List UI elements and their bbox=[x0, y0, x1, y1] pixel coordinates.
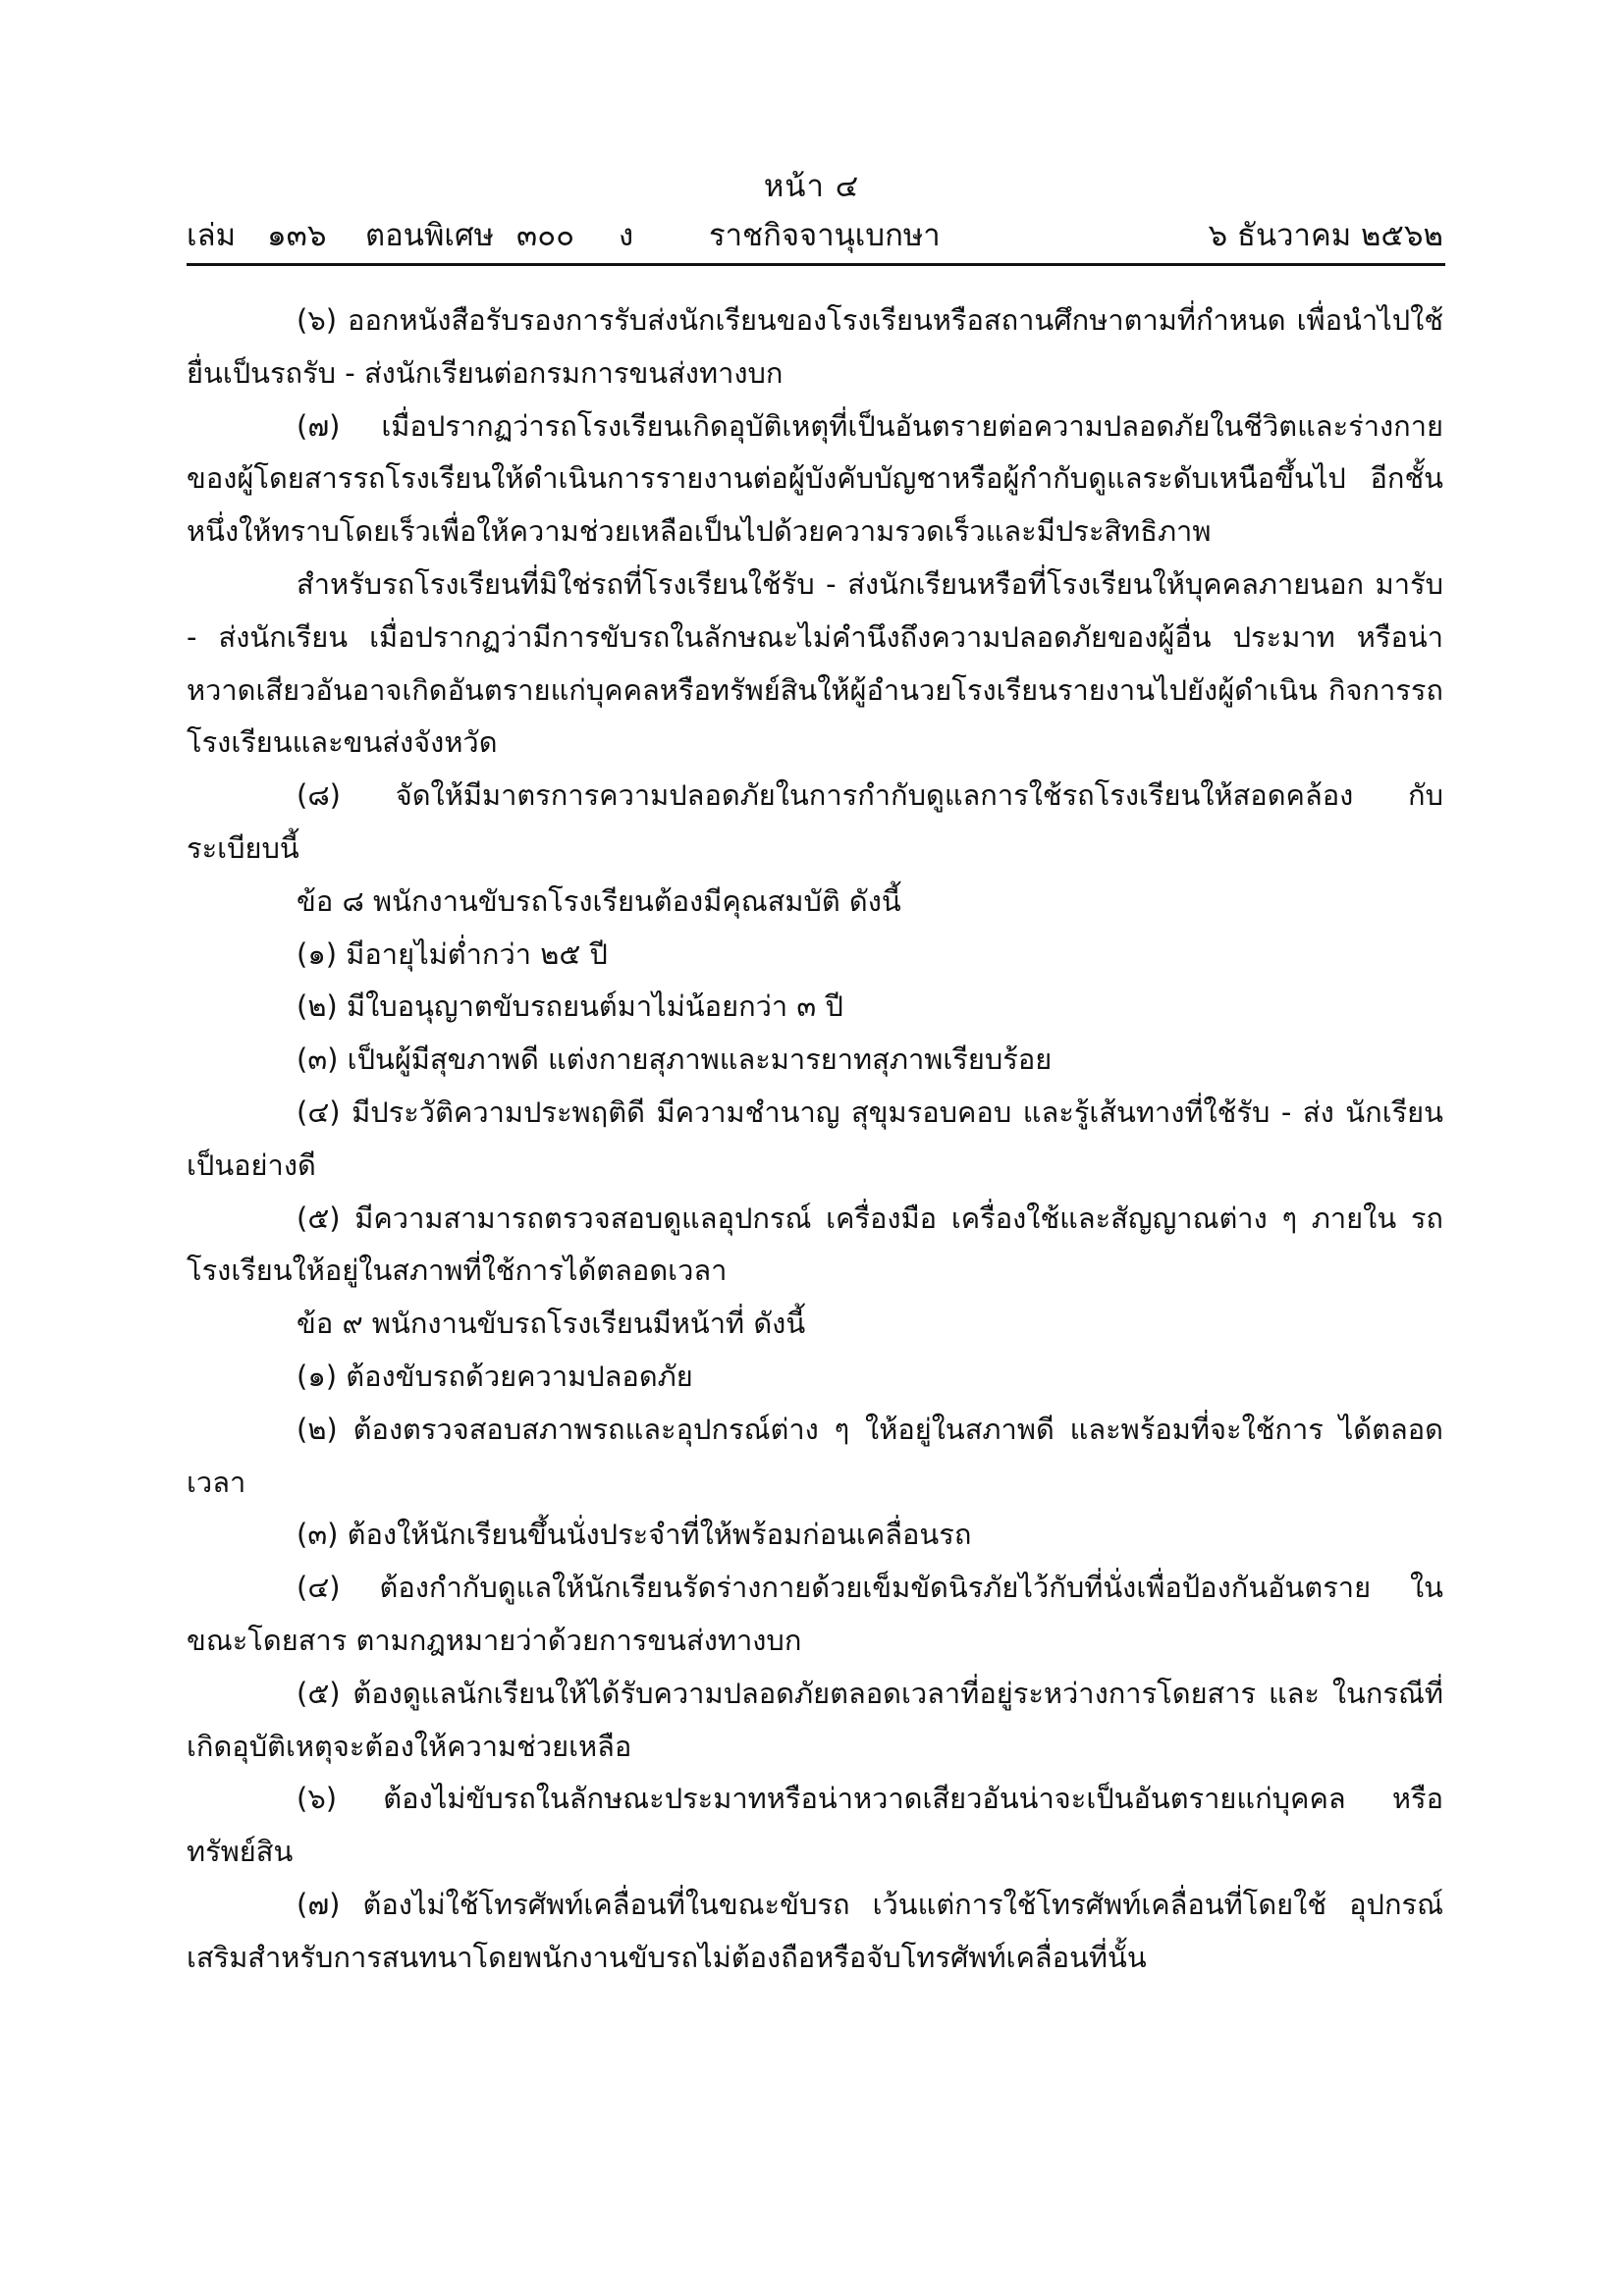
volume-number: ๑๓๖ bbox=[267, 218, 327, 253]
issue-label: ตอนพิเศษ bbox=[365, 218, 495, 253]
section-heading: ข้อ ๙ พนักงานขับรถโรงเรียนมีหน้าที่ ดังนี้ bbox=[297, 1307, 806, 1341]
paragraph: (๒) ต้องตรวจสอบสภาพรถและอุปกรณ์ต่าง ๆ ให้อยู่ในสภาพดี และพร้อมที่จะใช้การ ได้ตลอดเวลา bbox=[187, 1412, 1443, 1499]
paragraph: (๔) มีประวัติความประพฤติดี มีความชำนาญ สุขุมรอบคอบ และรู้เส้นทางที่ใช้รับ - ส่ง นักเรียนเป็นอย่างดี bbox=[187, 1095, 1443, 1182]
paragraph: (๗) เมื่อปรากฏว่ารถโรงเรียนเกิดอุบัติเหตุที่เป็นอันตรายต่อความปลอดภัยในชีวิตและร่างกาย ของผู้โดยสารรถโรงเรียนให้ดำเนินการรายงานต่อผู้บังคับบัญชาหรือผู้กำกับดูแลระดับเหนือขึ้นไป อีกชั้นหนึ่งให้ทราบโดยเร็วเพื่อให้ความช่วยเหลือเป็นไปด้วยความรวดเร็วและมีประสิทธิภาพ bbox=[187, 408, 1443, 549]
gazette-name: ราชกิจจานุเบกษา bbox=[709, 218, 941, 253]
volume-label: เล่ม bbox=[187, 218, 237, 253]
paragraph: (๕) มีความสามารถตรวจสอบดูแลอุปกรณ์ เครื่องมือ เครื่องใช้และสัญญาณต่าง ๆ ภายใน รถโรงเรียนให้อยู่ในสภาพที่ใช้การได้ตลอดเวลา bbox=[187, 1201, 1443, 1288]
paragraph: (๓) ต้องให้นักเรียนขึ้นนั่งประจำที่ให้พร้อมก่อนเคลื่อนรถ bbox=[297, 1518, 972, 1552]
paragraph: (๕) ต้องดูแลนักเรียนให้ได้รับความปลอดภัยตลอดเวลาที่อยู่ระหว่างการโดยสาร และ ในกรณีที่เกิดอุบัติเหตุจะต้องให้ความช่วยเหลือ bbox=[187, 1676, 1443, 1763]
header-divider bbox=[187, 263, 1445, 266]
paragraph: (๑) มีอายุไม่ต่ำกว่า ๒๕ ปี bbox=[297, 936, 608, 971]
paragraph: สำหรับรถโรงเรียนที่มิใช่รถที่โรงเรียนใช้รับ - ส่งนักเรียนหรือที่โรงเรียนให้บุคคลภายนอก มารับ - ส่งนักเรียน เมื่อปรากฏว่ามีการขับรถในลักษณะไม่คำนึงถึงความปลอดภัยของผู้อื่น ประมาท หรือน่าหวาดเสียวอันอาจเกิดอันตรายแก่บุคคลหรือทรัพย์สินให้ผู้อำนวยโรงเรียนรายงานไปยังผู้ดำเนิน กิจการรถโรงเรียนและขนส่งจังหวัด bbox=[187, 566, 1443, 760]
page-number: หน้า ๔ bbox=[763, 169, 860, 204]
paragraph: (๖) ออกหนังสือรับรองการรับส่งนักเรียนของโรงเรียนหรือสถานศึกษาตามที่กำหนด เพื่อนำไปใช้ยื่นเป็นรถรับ - ส่งนักเรียนต่อกรมการขนส่งทางบก bbox=[187, 303, 1443, 390]
paragraph: (๘) จัดให้มีมาตรการความปลอดภัยในการกำกับดูแลการใช้รถโรงเรียนให้สอดคล้อง กับระเบียบนี้ bbox=[187, 778, 1443, 865]
paragraph: (๓) เป็นผู้มีสุขภาพดี แต่งกายสุภาพและมารยาทสุภาพเรียบร้อย bbox=[297, 1042, 1053, 1077]
issue-letter: ง bbox=[619, 218, 634, 253]
publication-date: ๖ ธันวาคม ๒๕๖๒ bbox=[1208, 218, 1443, 253]
paragraph: (๒) มีใบอนุญาตขับรถยนต์มาไม่น้อยกว่า ๓ ปี bbox=[297, 989, 843, 1024]
paragraph: (๔) ต้องกำกับดูแลให้นักเรียนรัดร่างกายด้วยเข็มขัดนิรภัยไว้กับที่นั่งเพื่อป้องกันอันตราย ในขณะโดยสาร ตามกฎหมายว่าด้วยการขนส่งทางบก bbox=[187, 1571, 1443, 1657]
paragraph: (๖) ต้องไม่ขับรถในลักษณะประมาทหรือน่าหวาดเสียวอันน่าจะเป็นอันตรายแก่บุคคล หรือ ทรัพย์สิน bbox=[187, 1782, 1443, 1869]
section-heading: ข้อ ๘ พนักงานขับรถโรงเรียนต้องมีคุณสมบัติ ดังนี้ bbox=[297, 883, 901, 918]
issue-number: ๓๐๐ bbox=[516, 218, 575, 253]
paragraph: (๗) ต้องไม่ใช้โทรศัพท์เคลื่อนที่ในขณะขับรถ เว้นแต่การใช้โทรศัพท์เคลื่อนที่โดยใช้ อุปกรณ์เสริมสำหรับการสนทนาโดยพนักงานขับรถไม่ต้องถือหรือจับโทรศัพท์เคลื่อนที่นั้น bbox=[187, 1887, 1443, 1974]
gazette-header bbox=[187, 214, 1443, 257]
document-body bbox=[187, 294, 1443, 1985]
paragraph: (๑) ต้องขับรถด้วยความปลอดภัย bbox=[297, 1359, 693, 1393]
